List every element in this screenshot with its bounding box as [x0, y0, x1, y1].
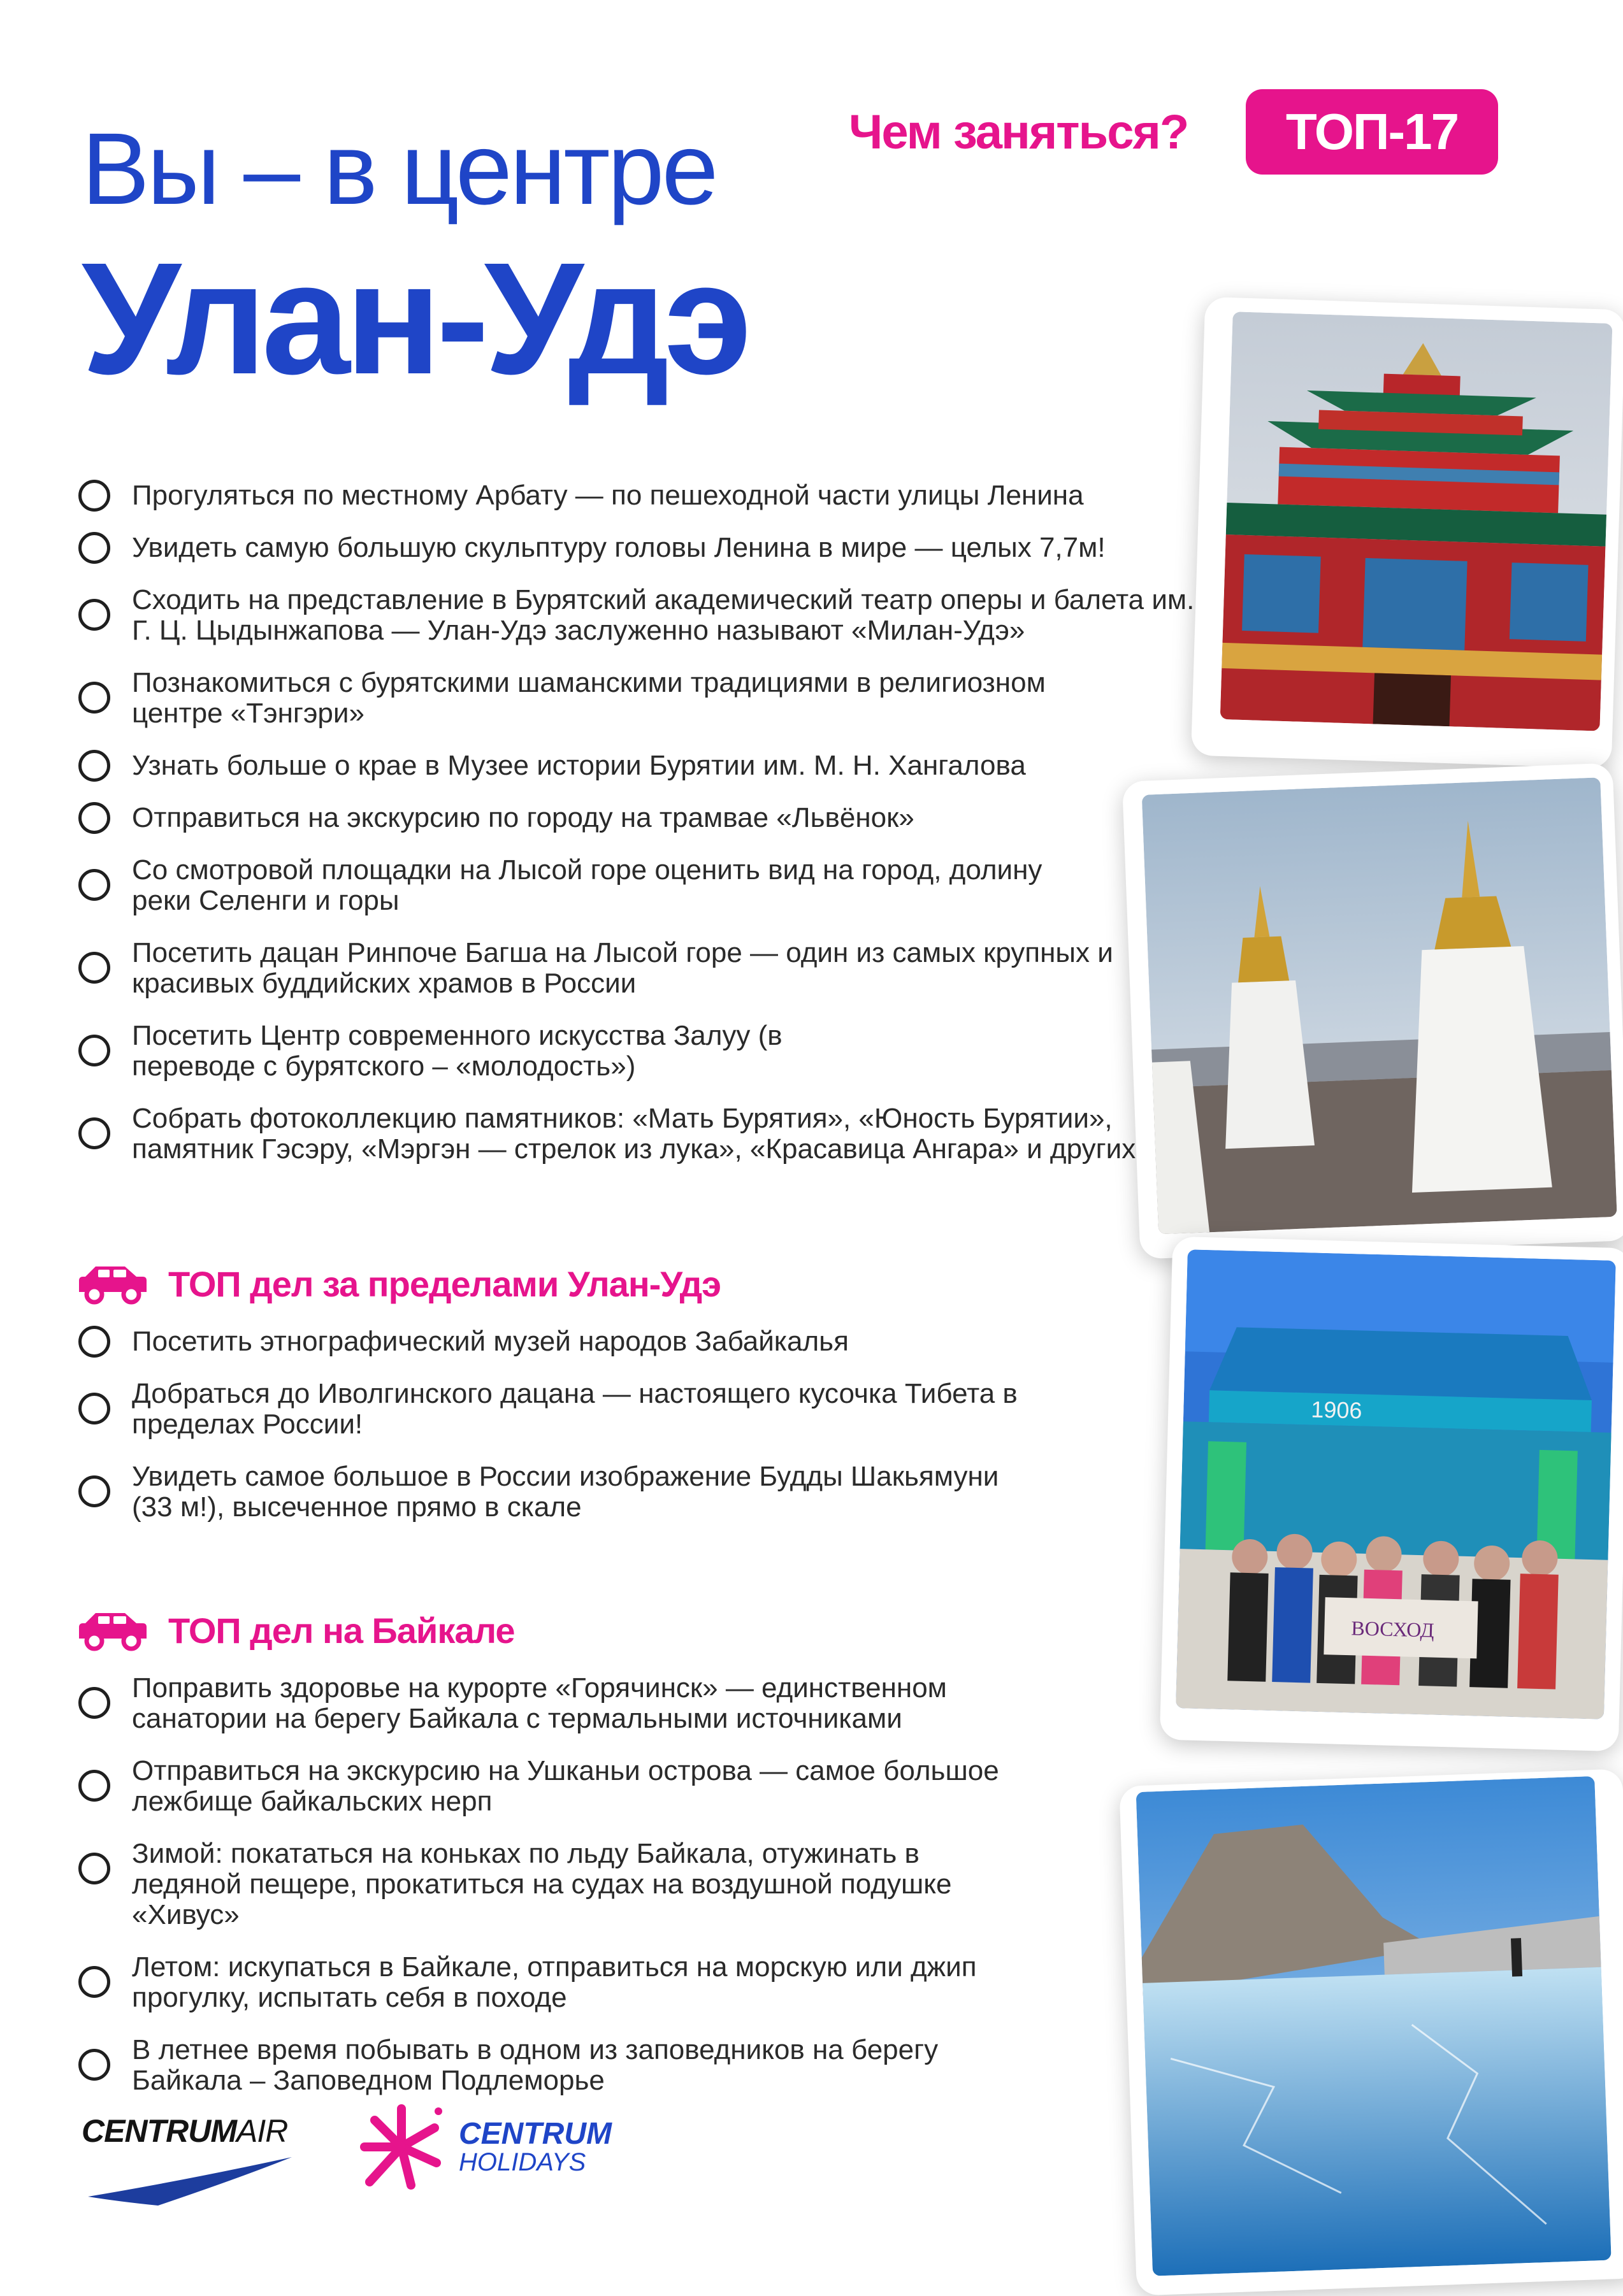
checklist-item — [76, 2035, 1018, 2096]
checkbox-circle[interactable] — [78, 480, 110, 512]
checkbox-circle[interactable] — [78, 532, 110, 564]
item-text: Сходить на представление в Бурятский академический театр оперы и балета им. Г. Ц. Цыдынжапова — Улан-Удэ заслуженно называют «Милан-Удэ» — [132, 584, 1195, 646]
checkbox-circle[interactable] — [78, 869, 110, 901]
checklist-item — [76, 668, 1113, 729]
item-text: Прогуляться по местному Арбату — по пешеходной части улицы Ленина — [132, 480, 1084, 511]
top-badge: ТОП-17 — [1246, 89, 1498, 175]
item-text: В летнее время побывать в одном из заповедников на берегу Байкала – Заповедном Подлеморье — [132, 2034, 939, 2096]
checklist-item — [76, 1461, 1037, 1523]
item-text: Посетить Центр современного искусства Залуу (в переводе с бурятского – «молодость») — [132, 1020, 783, 1082]
checkbox-circle[interactable] — [78, 1770, 110, 1802]
city-checklist — [76, 480, 1195, 1165]
checklist-item — [76, 1326, 1147, 1357]
photo-baikal — [1119, 1769, 1623, 2295]
checkbox-circle[interactable] — [78, 682, 110, 714]
checklist-item — [76, 480, 1147, 511]
title-city: Улан-Удэ — [82, 229, 747, 407]
stupas-image — [1142, 777, 1617, 1234]
checkbox-circle[interactable] — [78, 1966, 110, 1998]
checklist-item — [76, 1021, 833, 1082]
checklist-item — [76, 1952, 1043, 2013]
checkbox-circle[interactable] — [78, 802, 110, 834]
checklist-item — [76, 938, 1177, 999]
item-text: Отправиться на экскурсию на Ушканьи острова — самое большое лежбище байкальских нерп — [132, 1755, 999, 1817]
checkbox-circle[interactable] — [78, 1475, 110, 1507]
item-text: Летом: искупаться в Байкале, отправиться на морскую или джип прогулку, испытать себя в походе — [132, 1951, 977, 2013]
checkbox-circle[interactable] — [78, 1853, 110, 1884]
item-text: Посетить этнографический музей народов Забайкалья — [132, 1326, 849, 1357]
checklist-item — [76, 1103, 1202, 1165]
checklist-item — [76, 533, 1147, 563]
baikal-image — [1136, 1776, 1612, 2276]
checklist-item — [76, 1756, 1043, 1817]
photo-group — [1160, 1237, 1623, 1752]
item-text: Увидеть самое большое в России изображение Будды Шакьямуни (33 м!), высеченное прямо в скале — [132, 1461, 999, 1523]
section-baikal-heading — [76, 1605, 515, 1656]
item-text: Узнать больше о крае в Музее истории Бурятии им. М. Н. Хангалова — [132, 750, 1026, 781]
temple-image — [1220, 312, 1613, 731]
item-text: Собрать фотоколлекцию памятников: «Мать Бурятия», «Юность Бурятии», памятник Гэсэру, «Мэргэн — стрелок из лука», «Красавица Ангара» и других — [132, 1103, 1136, 1165]
checklist-item — [76, 1839, 1037, 1930]
logo-holidays-line1: CENTRUM — [459, 2117, 612, 2151]
checklist-item — [76, 803, 1147, 833]
checkbox-circle[interactable] — [78, 1687, 110, 1719]
checkbox-circle[interactable] — [78, 1117, 110, 1149]
title-line-1: Вы – в центре — [82, 111, 716, 226]
section-outside-heading — [76, 1258, 721, 1309]
item-text: Поправить здоровье на курорте «Горячинск» — единственном санатории на берегу Байкала с термальными источниками — [132, 1672, 947, 1734]
star-burst-icon — [357, 2102, 446, 2192]
logo-air-main: CENTRUM — [82, 2113, 236, 2149]
item-text: Познакомиться с бурятскими шаманскими традициями в религиозном центре «Тэнгэри» — [132, 667, 1046, 729]
item-text: Добраться до Иволгинского дацана — настоящего кусочка Тибета в пределах России! — [132, 1378, 1018, 1440]
checklist-item — [76, 585, 1209, 646]
checkbox-circle[interactable] — [78, 750, 110, 782]
centrum-air-logo — [82, 2113, 311, 2209]
item-text: Со смотровой площадки на Лысой горе оценить вид на город, долину реки Селенги и горы — [132, 854, 1042, 916]
checkbox-circle[interactable] — [78, 1035, 110, 1066]
question-heading: Чем заняться? — [849, 105, 1188, 159]
car-icon — [76, 1609, 149, 1651]
photo-stupas — [1122, 763, 1623, 1259]
baikal-checklist — [76, 1673, 1147, 2096]
checklist-item — [76, 750, 1147, 781]
section-title: ТОП дел за пределами Улан-Удэ — [168, 1263, 721, 1304]
car-icon — [76, 1263, 149, 1305]
banner-text: ВОСХОД — [1351, 1616, 1435, 1642]
checklist-item — [76, 855, 1050, 916]
checkbox-circle[interactable] — [78, 1326, 110, 1358]
item-text: Увидеть самую большую скульптуру головы Ленина в мире — целых 7,7м! — [132, 532, 1106, 563]
group-image — [1176, 1249, 1616, 1719]
checkbox-circle[interactable] — [78, 952, 110, 984]
gate-sign-text: 1906 — [1310, 1396, 1363, 1424]
swoosh-icon — [82, 2152, 311, 2209]
centrum-holidays-logo — [357, 2102, 612, 2192]
item-text: Отправиться на экскурсию по городу на трамвае «Львёнок» — [132, 802, 914, 833]
checkbox-circle[interactable] — [78, 2049, 110, 2081]
section-title: ТОП дел на Байкале — [168, 1610, 515, 1651]
item-text: Посетить дацан Ринпоче Багша на Лысой горе — один из самых крупных и красивых буддийских храмов в России — [132, 937, 1113, 999]
logo-air-sub: AIR — [236, 2113, 288, 2149]
photo-temple — [1191, 297, 1623, 768]
item-text: Зимой: покататься на коньках по льду Байкала, отужинать в ледяной пещере, прокатиться на судах на воздушной подушке «Хивус» — [132, 1838, 952, 1930]
outside-checklist — [76, 1326, 1147, 1523]
checkbox-circle[interactable] — [78, 599, 110, 631]
checklist-item — [76, 1379, 1062, 1440]
logo-holidays-line2: HOLIDAYS — [459, 2148, 586, 2176]
checkbox-circle[interactable] — [78, 1393, 110, 1424]
checklist-item — [76, 1673, 1037, 1734]
